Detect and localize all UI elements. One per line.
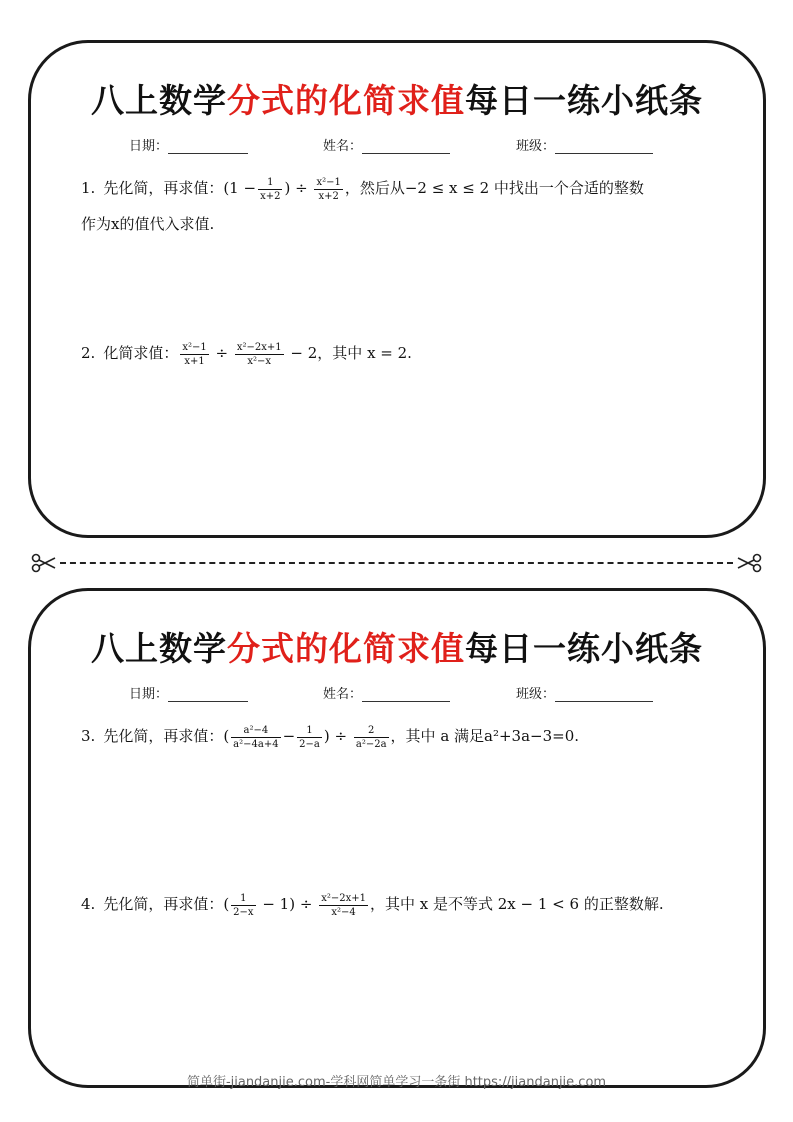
denominator: x+2 xyxy=(260,190,281,202)
fraction xyxy=(231,892,255,919)
class-label: 班级： xyxy=(516,139,556,154)
date-field[interactable] xyxy=(129,135,248,154)
numerator: x²−1 xyxy=(182,341,207,353)
fraction xyxy=(354,724,389,751)
cut-line xyxy=(30,553,763,573)
name-label: 姓名： xyxy=(323,687,363,702)
class-field[interactable] xyxy=(516,135,653,154)
question-4 xyxy=(81,886,735,922)
question-2 xyxy=(81,335,735,371)
title-part: 每日一练小纸条 xyxy=(465,629,703,668)
denominator: x+2 xyxy=(318,190,339,202)
question-suffix: ，然后从−2 ≤ x ≤ 2 中找出一个合适的整数 xyxy=(344,179,644,197)
question-number: 2. xyxy=(81,344,96,362)
class-blank[interactable] xyxy=(555,139,653,154)
operator: − xyxy=(282,727,296,745)
name-label: 姓名： xyxy=(323,139,363,154)
name-blank[interactable] xyxy=(362,139,450,154)
date-label: 日期： xyxy=(129,687,169,702)
fraction xyxy=(319,892,368,919)
exercise-card-2 xyxy=(28,588,766,1088)
numerator: 2 xyxy=(354,724,389,738)
fraction xyxy=(231,724,280,751)
numerator: x²−2x+1 xyxy=(321,892,366,904)
title-highlight: 分式的化简求值 xyxy=(227,629,465,668)
denominator: x²−x xyxy=(247,355,272,367)
expr-mid: − 1) ÷ xyxy=(262,895,313,913)
scissors-icon xyxy=(737,553,763,573)
question-3 xyxy=(81,718,735,754)
question-number: 3. xyxy=(81,727,96,745)
date-label: 日期： xyxy=(129,139,169,154)
operator: ÷ xyxy=(295,179,308,197)
title-part: 八上数学 xyxy=(91,81,227,120)
denominator: x²−4 xyxy=(331,906,356,918)
exercise-card-1 xyxy=(28,40,766,538)
numerator: 1 xyxy=(231,892,255,906)
question-prefix: 先化简，再求值： xyxy=(103,179,224,197)
fraction xyxy=(314,176,342,203)
denominator: 2−x xyxy=(233,906,254,918)
numerator: 1 xyxy=(297,724,322,738)
question-suffix: ，其中 x 是不等式 2x − 1 < 6 的正整数解. xyxy=(369,895,664,913)
dashed-cut-line xyxy=(60,562,733,564)
operator: ÷ xyxy=(215,344,229,362)
question-1 xyxy=(81,170,735,242)
fraction xyxy=(235,341,284,368)
card-title xyxy=(31,623,763,670)
scissors-icon xyxy=(30,553,56,573)
name-blank[interactable] xyxy=(362,687,450,702)
fraction xyxy=(297,724,322,751)
question-number: 4. xyxy=(81,895,96,913)
denominator: x+1 xyxy=(184,355,205,367)
title-highlight: 分式的化简求值 xyxy=(227,81,465,120)
watermark-footer: 简单街-jiandanjie.com-学科网简单学习一条街 https://jiandanjie.com xyxy=(186,1075,607,1090)
fraction xyxy=(180,341,208,368)
fraction xyxy=(258,176,282,203)
numerator: 1 xyxy=(258,176,282,190)
date-field[interactable] xyxy=(129,683,248,702)
title-part: 每日一练小纸条 xyxy=(465,81,703,120)
question-suffix: − 2，其中 x = 2. xyxy=(290,344,412,362)
denominator: a²−2a xyxy=(355,738,387,750)
question-line-2: 作为x的值代入求值. xyxy=(81,215,215,233)
denominator: 2−a xyxy=(299,738,320,750)
class-label: 班级： xyxy=(516,687,556,702)
question-suffix: ，其中 a 满足a²+3a−3=0. xyxy=(390,727,580,745)
name-field[interactable] xyxy=(323,135,450,154)
name-field[interactable] xyxy=(323,683,450,702)
denominator: a²−4a+4 xyxy=(233,738,279,750)
question-prefix: 先化简，再求值：( xyxy=(103,895,230,913)
question-number: 1. xyxy=(81,179,96,197)
title-part: 八上数学 xyxy=(91,629,227,668)
numerator: x²−2x+1 xyxy=(236,341,282,353)
date-blank[interactable] xyxy=(168,687,248,702)
class-field[interactable] xyxy=(516,683,653,702)
date-blank[interactable] xyxy=(168,139,248,154)
expr-close: ) ÷ xyxy=(323,727,348,745)
expr-open: (1 − xyxy=(223,179,257,197)
question-prefix: 化简求值： xyxy=(103,344,179,362)
card-title xyxy=(31,75,763,122)
expr-close: ) xyxy=(284,179,291,197)
numerator: x²−1 xyxy=(316,176,341,188)
class-blank[interactable] xyxy=(555,687,653,702)
numerator: a²−4 xyxy=(231,724,280,738)
question-prefix: 先化简，再求值：( xyxy=(103,727,230,745)
